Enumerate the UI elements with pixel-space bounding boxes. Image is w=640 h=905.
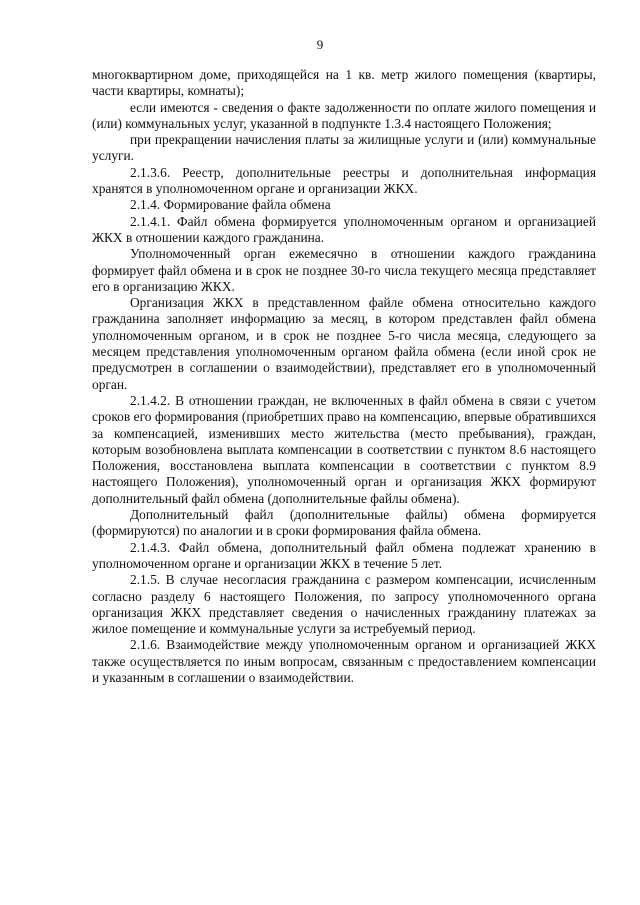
paragraph: 2.1.4.1. Файл обмена формируется уполномоченным органом и организацией ЖКХ в отношении каждого гражданина. xyxy=(92,213,596,245)
document-body xyxy=(92,67,596,686)
paragraph: Дополнительный файл (дополнительные файлы) обмена формируется (формируются) по аналогии и в сроки формирования файла обмена. xyxy=(92,507,596,539)
paragraph: Уполномоченный орган ежемесячно в отношении каждого гражданина формирует файл обмена и в срок не позднее 30-го числа текущего месяца представляет его в организацию ЖКХ. xyxy=(92,246,596,294)
paragraph: Организация ЖКХ в представленном файле обмена относительно каждого гражданина заполняет информацию за месяц, в котором представлен файл обмена уполномоченным органом, и в срок не позднее 5-го числа месяца, следующего за месяцем представления уполномоченным органом файла обмена (если иной срок не предусмотрен в соглашении о взаимодействии), представляет его в уполномоченный орган. xyxy=(92,295,596,392)
paragraph: 2.1.6. Взаимодействие между уполномоченным органом и организацией ЖКХ также осуществляется по иным вопросам, связанным с предоставлением компенсации и указанным в соглашении о взаимодействии. xyxy=(92,637,596,685)
paragraph: при прекращении начисления платы за жилищные услуги и (или) коммунальные услуги. xyxy=(92,132,596,164)
section-heading: 2.1.4. Формирование файла обмена xyxy=(130,197,331,213)
paragraph: 2.1.3.6. Реестр, дополнительные реестры и дополнительная информация хранятся в уполномоченном органе и организации ЖКХ. xyxy=(92,164,596,197)
paragraph: 2.1.5. В случае несогласия гражданина с размером компенсации, исчисленным согласно разделу 6 настоящего Положения, по запросу уполномоченного органа организация ЖКХ представляет сведения о начисленных гражданину платежах за жилое помещение и коммунальные услуги за истребуемый период. xyxy=(92,572,596,637)
paragraph: 2.1.4.2. В отношении граждан, не включенных в файл обмена в связи с учетом сроков его формирования (приобретших право на компенсацию, впервые обратившихся за компенсацией, изменивших место жительства (место пребывания), граждан, которым возобновлена выплата компенсации в соответствии с пунктом 8.6 настоящего Положения, восстановлена выплата компенсации в соответствии с пунктом 8.9 настоящего Положения), уполномоченный орган и организация ЖКХ формируют дополнительный файл обмена (дополнительные файлы обмена). xyxy=(92,392,596,506)
paragraph: 2.1.4.3. Файл обмена, дополнительный файл обмена подлежат хранению в уполномоченном органе и организации ЖКХ в течение 5 лет. xyxy=(92,539,596,571)
paragraph-continuation: многоквартирном доме, приходящейся на 1 кв. метр жилого помещения (квартиры, части квартиры, комнаты); xyxy=(92,67,596,99)
paragraph: если имеются - сведения о факте задолженности по оплате жилого помещения и (или) коммунальных услуг, указанной в подпункте 1.3.4 настоящего Положения; xyxy=(92,99,596,131)
page-number: 9 xyxy=(316,37,324,52)
